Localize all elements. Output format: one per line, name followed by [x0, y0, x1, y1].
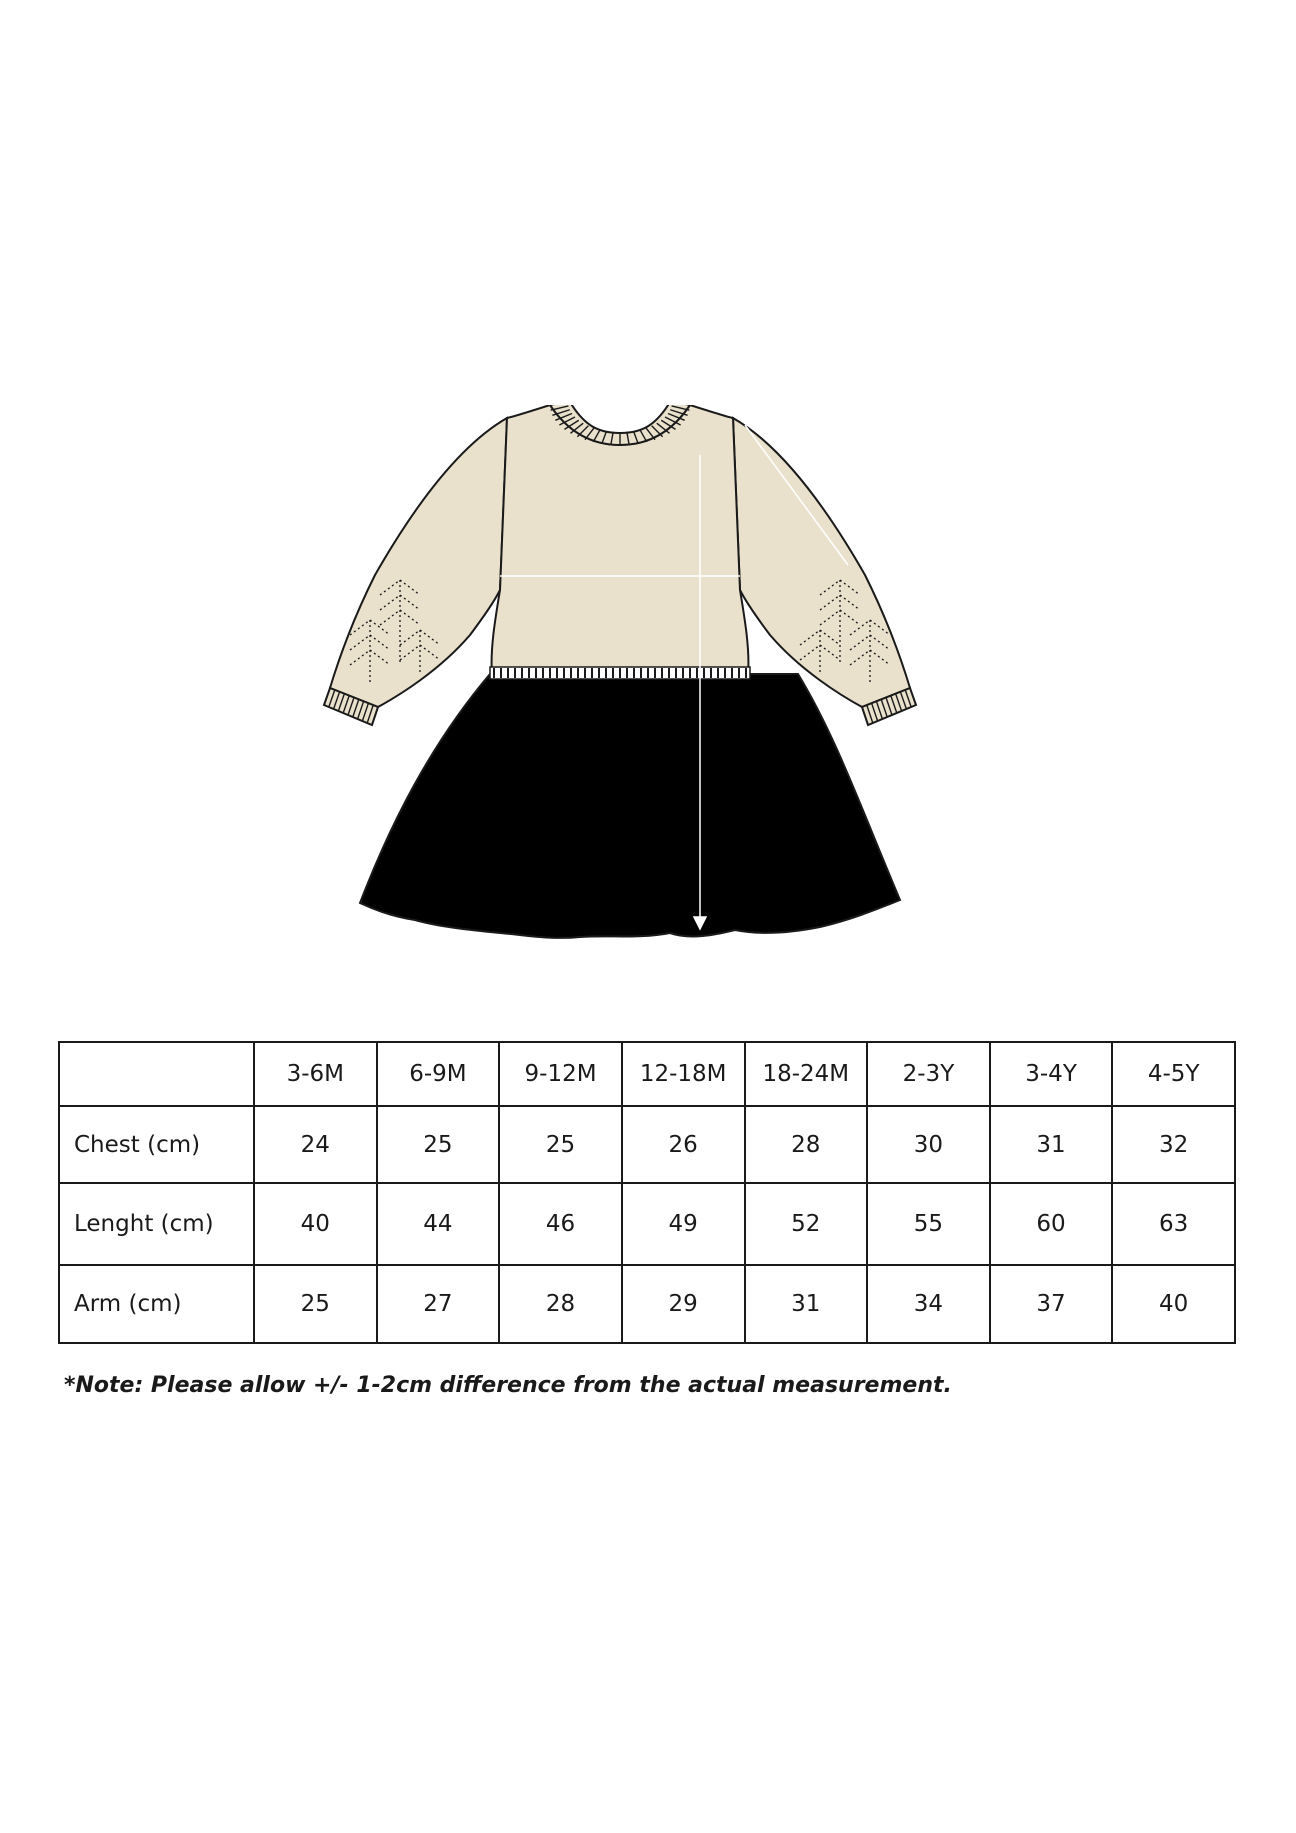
size-header: 9-12M: [499, 1042, 622, 1106]
table-cell: 30: [867, 1106, 990, 1183]
size-chart-table: [58, 1041, 1236, 1344]
chest-row: [59, 1106, 1235, 1183]
table-cell: 32: [1112, 1106, 1235, 1183]
arm-row: [59, 1265, 1235, 1343]
size-header: 4-5Y: [1112, 1042, 1235, 1106]
table-cell: 44: [377, 1183, 500, 1265]
table-cell: 37: [990, 1265, 1113, 1343]
size-header: 3-6M: [254, 1042, 377, 1106]
right-sleeve: [733, 418, 910, 707]
table-cell: 40: [1112, 1265, 1235, 1343]
table-cell: 31: [745, 1265, 868, 1343]
table-cell: 60: [990, 1183, 1113, 1265]
size-header-row: [59, 1042, 1235, 1106]
table-cell: 40: [254, 1183, 377, 1265]
dress-skirt: [360, 674, 900, 938]
table-cell: 52: [745, 1183, 868, 1265]
row-label: Chest (cm): [59, 1106, 254, 1183]
table-cell: 25: [499, 1106, 622, 1183]
table-cell: 63: [1112, 1183, 1235, 1265]
table-cell: 28: [499, 1265, 622, 1343]
size-header: 3-4Y: [990, 1042, 1113, 1106]
table-cell: 24: [254, 1106, 377, 1183]
table-cell: 26: [622, 1106, 745, 1183]
row-label: Arm (cm): [59, 1265, 254, 1343]
table-cell: 28: [745, 1106, 868, 1183]
length-row: [59, 1183, 1235, 1265]
size-header: 12-18M: [622, 1042, 745, 1106]
table-cell: 29: [622, 1265, 745, 1343]
corner-cell: [59, 1042, 254, 1106]
table-cell: 46: [499, 1183, 622, 1265]
size-header: 18-24M: [745, 1042, 868, 1106]
dress-illustration: [320, 405, 920, 950]
table-cell: 49: [622, 1183, 745, 1265]
table-cell: 25: [377, 1106, 500, 1183]
measurement-note: *Note: Please allow +/- 1-2cm difference from the actual measurement.: [64, 1373, 952, 1398]
table-cell: 34: [867, 1265, 990, 1343]
size-header: 2-3Y: [867, 1042, 990, 1106]
table-cell: 31: [990, 1106, 1113, 1183]
size-header: 6-9M: [377, 1042, 500, 1106]
left-sleeve: [330, 418, 507, 707]
row-label: Lenght (cm): [59, 1183, 254, 1265]
table-cell: 25: [254, 1265, 377, 1343]
table-cell: 55: [867, 1183, 990, 1265]
table-cell: 27: [377, 1265, 500, 1343]
